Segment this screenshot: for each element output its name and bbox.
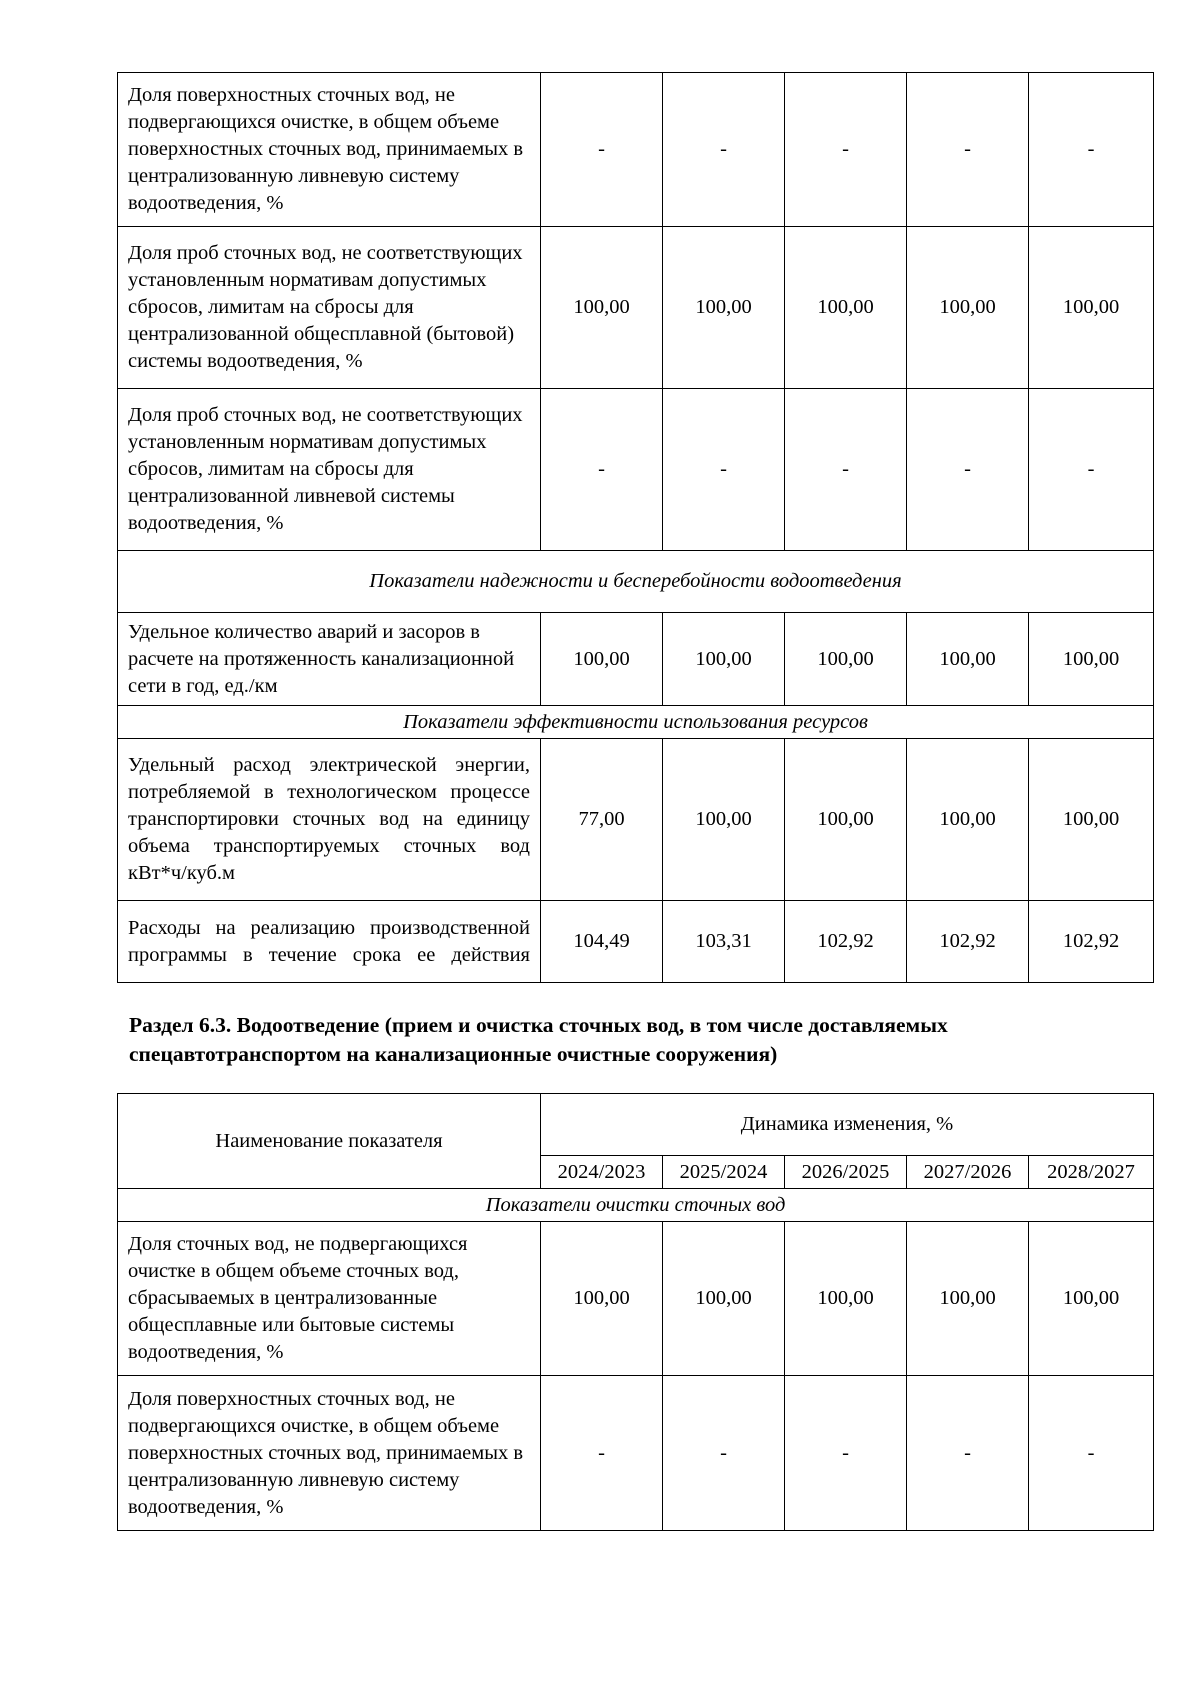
indicator-value: - (907, 389, 1029, 551)
indicator-value: - (541, 389, 663, 551)
indicator-value: - (541, 73, 663, 227)
section-title: Показатели надежности и бесперебойности водоотведения (118, 551, 1154, 613)
indicator-value: 104,49 (541, 901, 663, 983)
indicator-name: Доля проб сточных вод, не соответствующих установленным нормативам допустимых сбросов, лимитам на сбросы для централизованной ливневой системы водоотведения, % (118, 389, 541, 551)
indicator-value: 100,00 (907, 613, 1029, 706)
table-row (118, 1222, 1154, 1376)
table-row (118, 73, 1154, 227)
indicator-value: 100,00 (663, 613, 785, 706)
table-row (118, 901, 1154, 983)
indicator-value: 100,00 (663, 739, 785, 901)
column-header-year: 2024/2023 (541, 1156, 663, 1189)
column-header-year: 2027/2026 (907, 1156, 1029, 1189)
indicator-value: - (663, 73, 785, 227)
indicator-value: - (1029, 73, 1154, 227)
indicator-value: 102,92 (1029, 901, 1154, 983)
indicator-value: 102,92 (785, 901, 907, 983)
indicator-value: 100,00 (1029, 739, 1154, 901)
indicator-name: Доля поверхностных сточных вод, не подвергающихся очистке, в общем объеме поверхностных сточных вод, принимаемых в централизованную ливневую систему водоотведения, % (118, 73, 541, 227)
indicator-value: 100,00 (1029, 1222, 1154, 1376)
indicator-value: 100,00 (907, 739, 1029, 901)
indicator-value: 100,00 (541, 1222, 663, 1376)
indicator-value: 100,00 (663, 227, 785, 389)
indicator-value: 100,00 (541, 227, 663, 389)
indicator-name: Расходы на реализацию производственной программы в течение срока ее действия (118, 901, 541, 983)
table-row (118, 227, 1154, 389)
indicator-value: 100,00 (785, 227, 907, 389)
section-row (118, 1189, 1154, 1222)
indicators-table (117, 1093, 1154, 1531)
section-heading: Раздел 6.3. Водоотведение (прием и очистка сточных вод, в том числе доставляемых спецавтотранспортом на канализационные очистные сооружения) (129, 1013, 948, 1066)
column-header-year: 2025/2024 (663, 1156, 785, 1189)
indicator-value: - (541, 1376, 663, 1531)
column-header-year: 2028/2027 (1029, 1156, 1154, 1189)
indicator-value: - (785, 73, 907, 227)
indicator-value: - (907, 73, 1029, 227)
indicator-value: - (785, 1376, 907, 1531)
indicator-value: - (663, 1376, 785, 1531)
table-row (118, 1376, 1154, 1531)
column-header-name: Наименование показателя (118, 1094, 541, 1189)
indicator-value: 100,00 (785, 613, 907, 706)
section-row (118, 706, 1154, 739)
table-row (118, 613, 1154, 706)
indicator-value: 100,00 (663, 1222, 785, 1376)
indicator-value: 100,00 (785, 1222, 907, 1376)
indicator-value: 100,00 (785, 739, 907, 901)
column-header-dynamics: Динамика изменения, % (541, 1094, 1154, 1156)
indicator-value: - (1029, 389, 1154, 551)
indicator-value: 100,00 (541, 613, 663, 706)
indicators-table-continued (117, 72, 1154, 983)
indicator-value: - (907, 1376, 1029, 1531)
indicator-value: 77,00 (541, 739, 663, 901)
section-title: Показатели очистки сточных вод (118, 1189, 1154, 1222)
indicator-value: - (785, 389, 907, 551)
indicator-name: Удельное количество аварий и засоров в расчете на протяженность канализационной сети в год, ед./км (118, 613, 541, 706)
indicator-value: 103,31 (663, 901, 785, 983)
table-row (118, 389, 1154, 551)
section-title: Показатели эффективности использования ресурсов (118, 706, 1154, 739)
header-row (118, 1094, 1154, 1156)
column-header-year: 2026/2025 (785, 1156, 907, 1189)
indicator-name: Доля сточных вод, не подвергающихся очистке в общем объеме сточных вод, сбрасываемых в централизованные общесплавные или бытовые системы водоотведения, % (118, 1222, 541, 1376)
indicator-name: Доля поверхностных сточных вод, не подвергающихся очистке, в общем объеме поверхностных сточных вод, принимаемых в централизованную ливневую систему водоотведения, % (118, 1376, 541, 1531)
indicator-value: - (1029, 1376, 1154, 1531)
indicator-name: Удельный расход электрической энергии, потребляемой в технологическом процессе транспортировки сточных вод на единицу объема транспортируемых сточных вод кВт*ч/куб.м (118, 739, 541, 901)
indicator-value: 100,00 (1029, 227, 1154, 389)
indicator-value: 100,00 (907, 227, 1029, 389)
indicator-value: 100,00 (907, 1222, 1029, 1376)
table-row (118, 739, 1154, 901)
indicator-name: Доля проб сточных вод, не соответствующих установленным нормативам допустимых сбросов, лимитам на сбросы для централизованной общесплавной (бытовой) системы водоотведения, % (118, 227, 541, 389)
section-row (118, 551, 1154, 613)
indicator-value: 100,00 (1029, 613, 1154, 706)
indicator-value: - (663, 389, 785, 551)
indicator-value: 102,92 (907, 901, 1029, 983)
